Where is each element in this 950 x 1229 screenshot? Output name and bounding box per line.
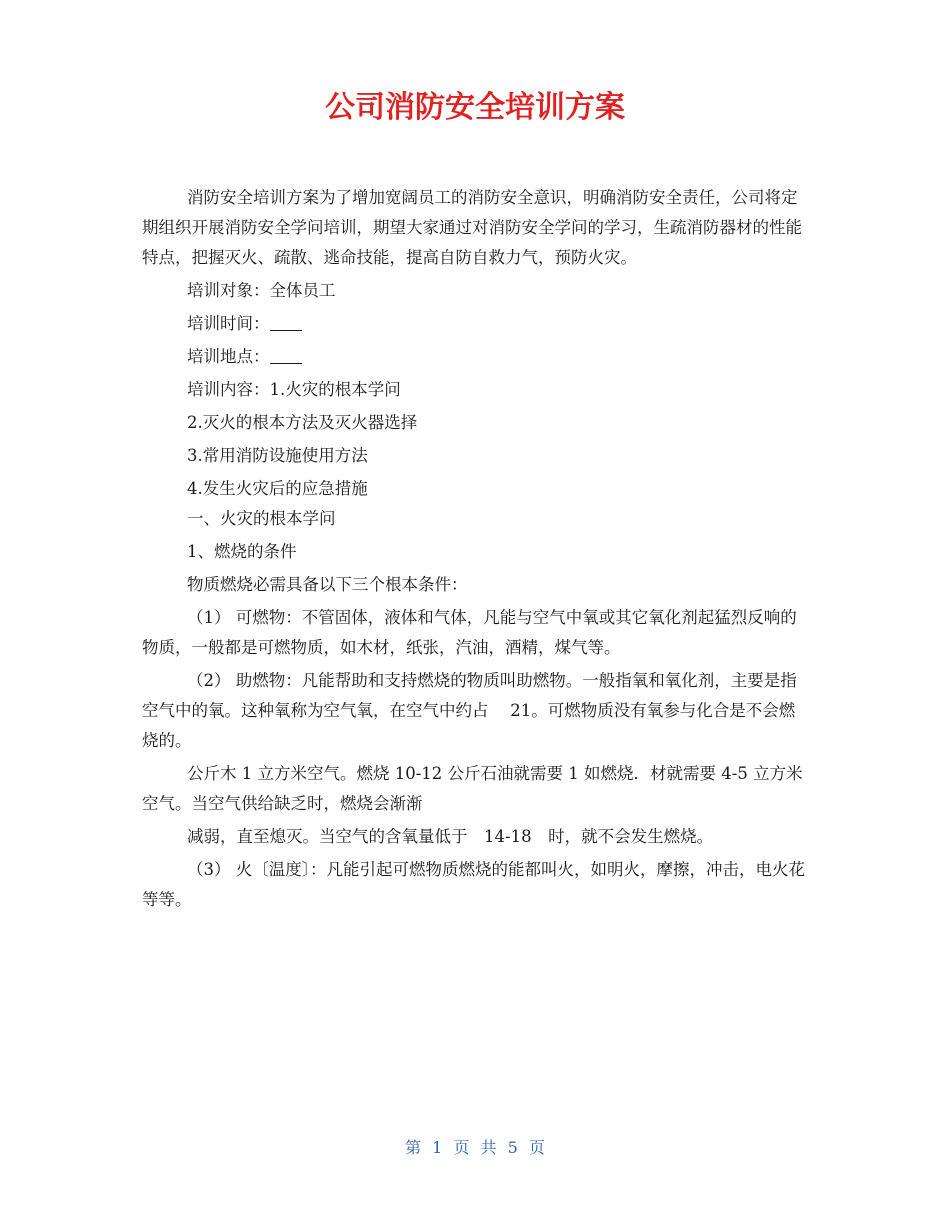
section-heading: 一、火灾的根本学问 [187, 509, 336, 528]
training-place-label: 培训地点： [187, 347, 270, 366]
condition-combustible: （1） 可燃物：不管固体，液体和气体，凡能与空气中氧或其它氧化剂起猛烈反响的物质，一般都是可燃物质，如木材，纸张，汽油，酒精，煤气等。 [142, 608, 797, 657]
content-list-item: 培训内容：1.火灾的根本学问 [187, 380, 401, 399]
condition-oxidizer: （2） 助燃物：凡能帮助和支持燃烧的物质叫助燃物。一般指氧和氧化剂，主要是指空气中的氧。这种氧称为空气氧，在空气中约占 21。可燃物质没有氧参与化合是不会燃烧的。 [142, 671, 797, 750]
document-title: 公司消防安全培训方案 [325, 90, 625, 125]
document-body [142, 183, 810, 915]
training-place-blank [270, 347, 302, 364]
training-time [142, 309, 810, 339]
page-footer: 第 1 页 共 5 页 [405, 1138, 545, 1157]
content-list-item: 3.常用消防设施使用方法 [187, 446, 368, 465]
subsection-heading: 1、燃烧的条件 [187, 542, 297, 561]
condition-ignition: （3） 火〔温度〕：凡能引起可燃物质燃烧的能都叫火，如明火，摩擦，冲击，电火花等等。 [142, 860, 805, 909]
training-time-blank [270, 314, 302, 331]
conditions-intro: 物质燃烧必需具备以下三个根本条件： [187, 575, 468, 594]
training-target: 培训对象：全体员工 [187, 281, 336, 300]
intro-paragraph: 消防安全培训方案为了增加宽阔员工的消防安全意识，明确消防安全责任，公司将定期组织开展消防安全学问培训，期望大家通过对消防安全学问的学习，生疏消防器材的性能特点，把握灭火、疏散、逃命技能，提高自防自救力气，预防火灾。 [142, 188, 802, 267]
training-time-label: 培训时间： [187, 314, 270, 333]
oxygen-level-paragraph: 减弱，直至熄灭。当空气的含氧量低于 14-18 时，就不会发生燃烧。 [187, 827, 714, 846]
air-requirement-paragraph: 公斤木 1 立方米空气。燃烧 10-12 公斤石油就需要 1 如燃烧．材就需要 4-5 立方米空气。当空气供给缺乏时，燃烧会渐渐 [142, 764, 803, 813]
content-list-item: 2.灭火的根本方法及灭火器选择 [187, 413, 418, 432]
training-place [142, 342, 810, 372]
content-list-item: 4.发生火灾后的应急措施 [187, 479, 368, 498]
